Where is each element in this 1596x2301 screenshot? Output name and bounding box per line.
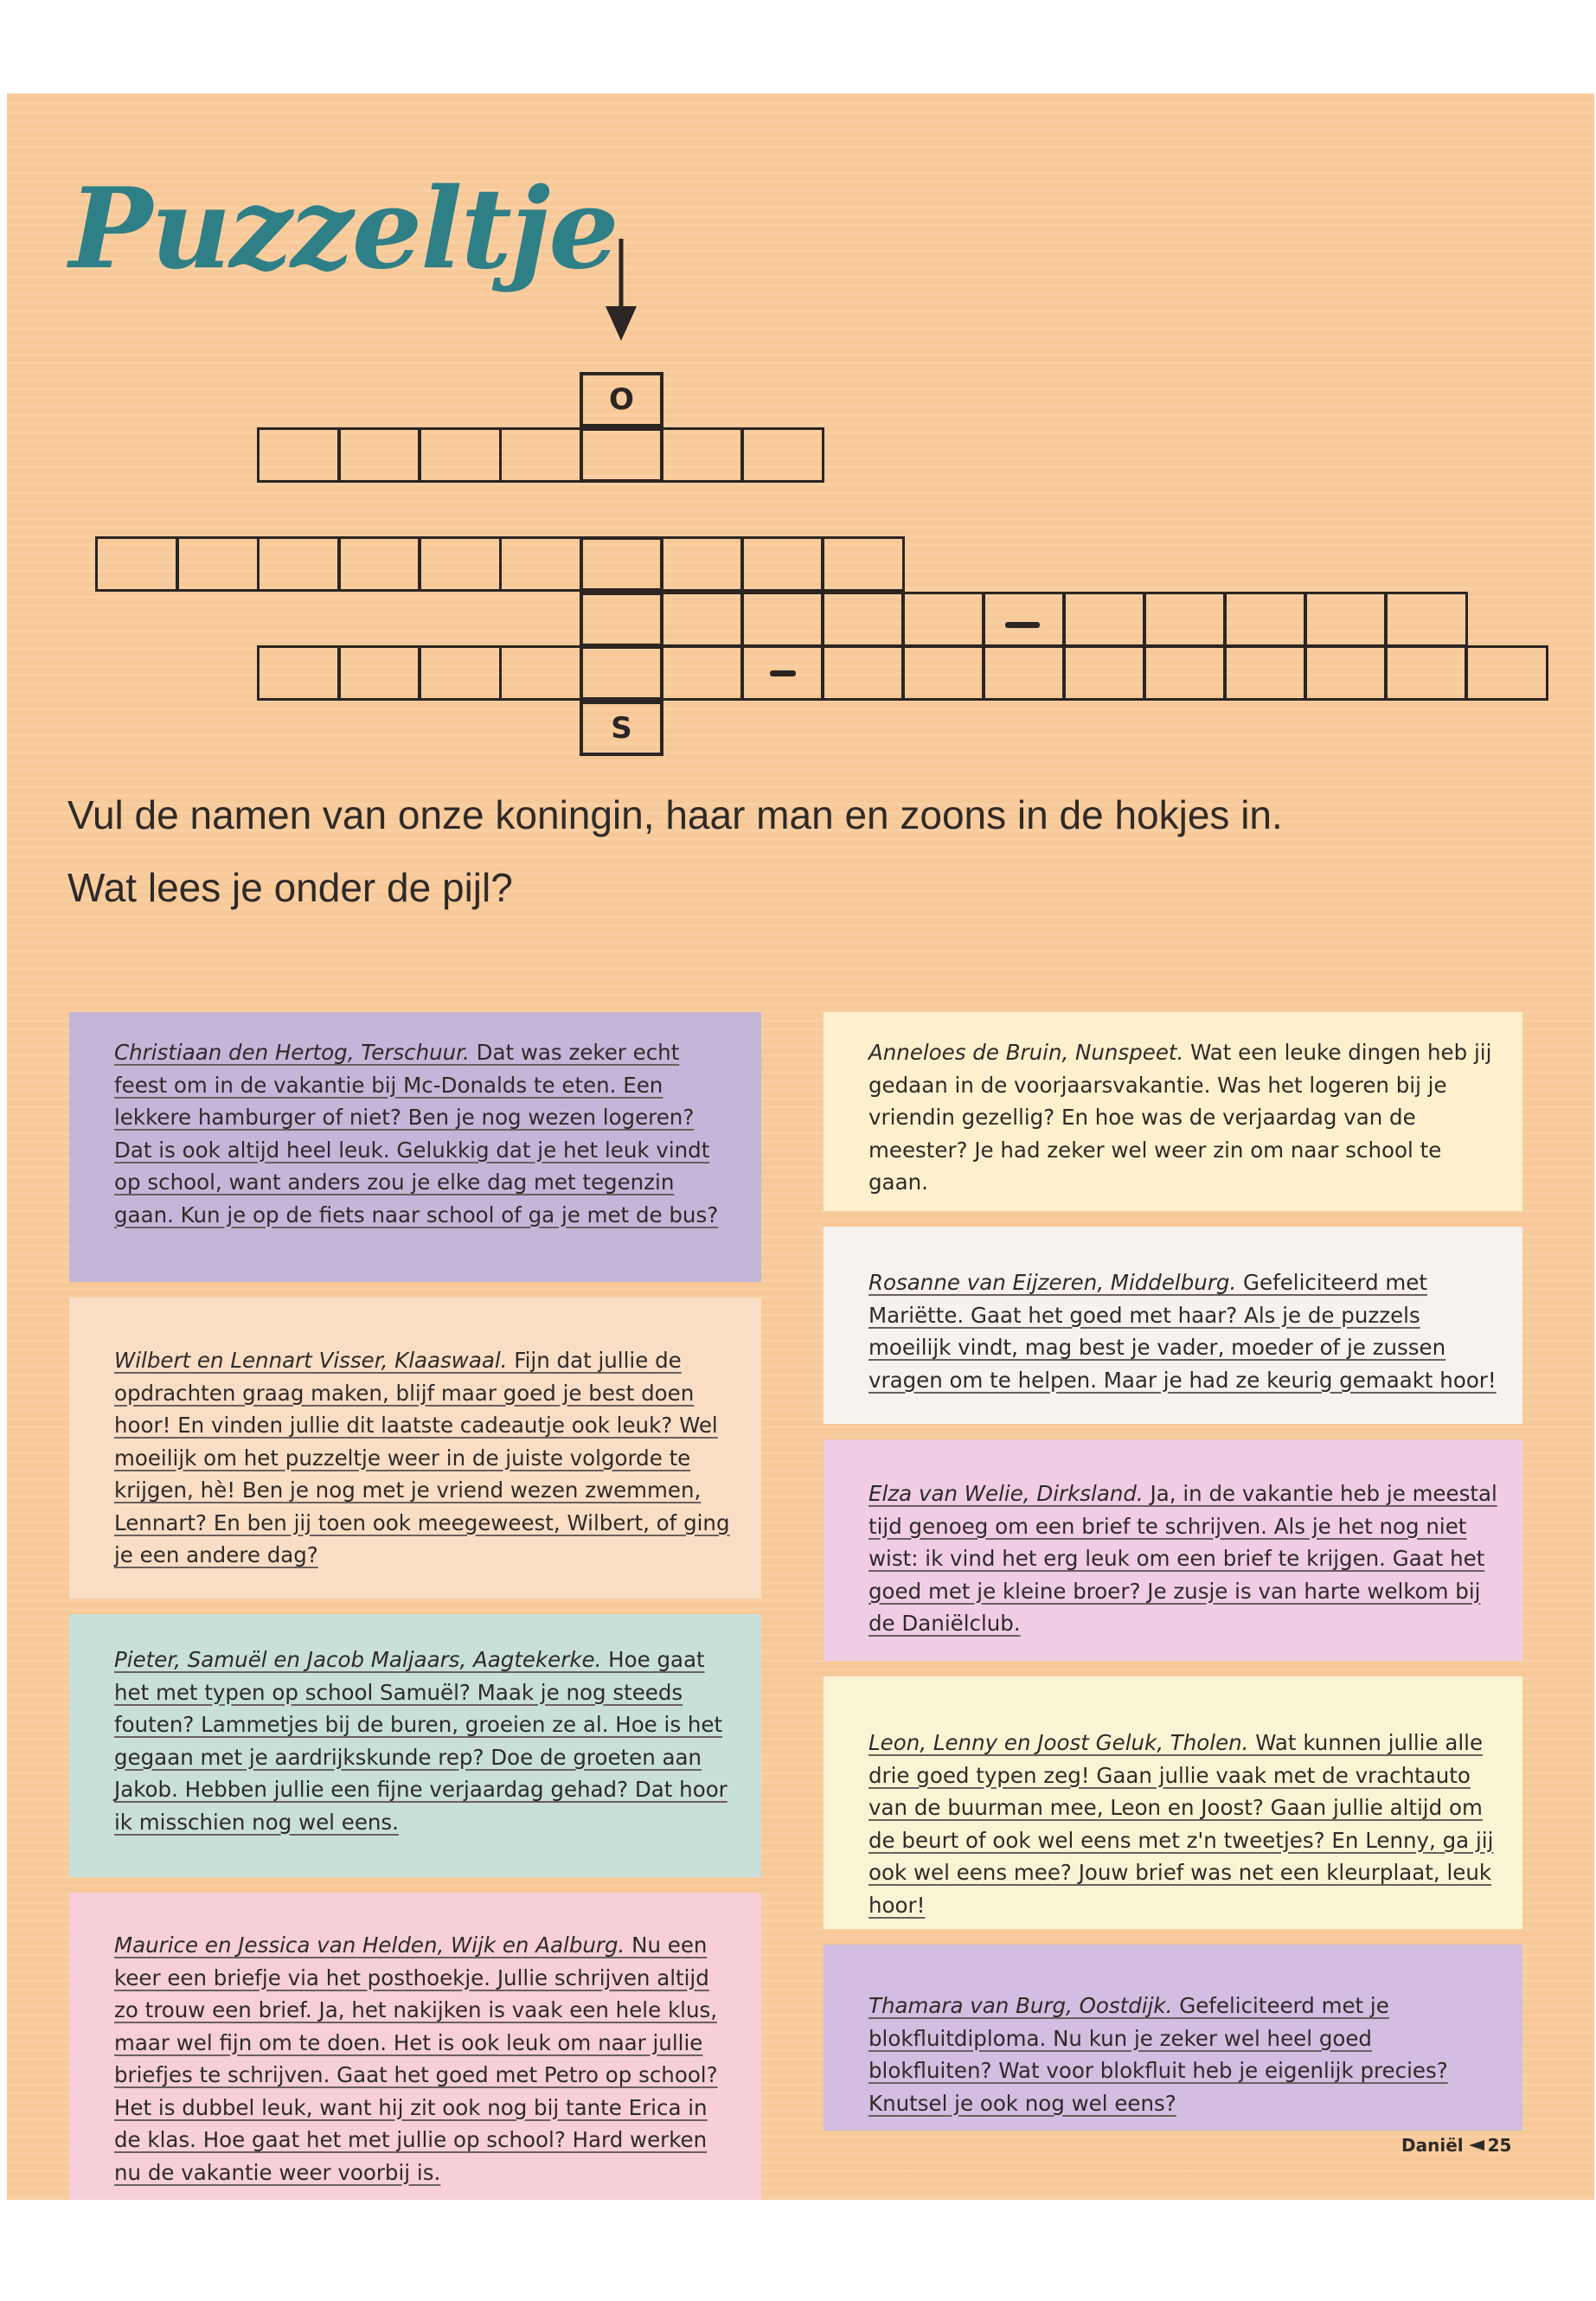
letter-author: Leon, Lenny en Joost Geluk, Tholen. (869, 1730, 1249, 1755)
down-arrow-icon (606, 239, 637, 343)
crossword-cell[interactable] (257, 427, 341, 483)
crossword-cell[interactable] (660, 645, 744, 701)
letter-text (869, 1464, 1498, 1640)
crossword-cell[interactable] (1223, 645, 1307, 701)
crossword-cell[interactable] (580, 701, 663, 756)
puzzle-instructions (67, 779, 1538, 924)
crossword-cell[interactable] (580, 372, 663, 427)
crossword-cell[interactable] (1465, 645, 1548, 701)
crossword-cell[interactable] (821, 536, 905, 592)
letter-author: Maurice en Jessica van Helden, Wijk en Aalburg. (114, 1932, 625, 1958)
letter-body: Ja, in de vakantie heb je meestal tijd genoeg om een brief te schrijven. Als je het nog niet wist: ik vind het erg leuk om een brief te krijgen. Gaat het goed met je kleine broer? Je zusje is van harte welkom bij de Daniëlclub. (869, 1481, 1497, 1636)
crossword-cell[interactable] (337, 536, 421, 592)
letter-text (114, 1638, 737, 1838)
letter-box (824, 1439, 1522, 1661)
crossword-cell[interactable] (740, 427, 824, 483)
letter-author: Thamara van Burg, Oostdijk. (869, 1993, 1173, 2018)
crossword-cell[interactable] (337, 645, 421, 701)
crossword-cell[interactable] (257, 536, 341, 592)
letter-author: Elza van Welie, Dirksland. (869, 1481, 1144, 1506)
crossword-cell[interactable] (499, 645, 583, 701)
crossword-cell[interactable] (257, 645, 341, 701)
crossword-cell[interactable] (418, 427, 502, 483)
given-letter-bottom: S (611, 711, 632, 746)
letter-box (69, 1012, 761, 1282)
letter-author: Rosanne van Eijzeren, Middelburg. (869, 1270, 1237, 1295)
letter-author: Wilbert en Lennart Visser, Klaaswaal. (114, 1348, 508, 1373)
page-footer (1401, 2135, 1511, 2156)
page-title: Puzzeltje (69, 164, 618, 294)
letter-body: Wat kunnen jullie alle drie goed typen zeg! Gaan jullie vaak met de vrachtauto van de buurman mee, Leon en Joost? Gaan jullie altijd om de beurt of ook wel eens met z'n tweetjes? En Lenny, ga jij ook wel eens mee? Jouw brief was net een kleurplaat, leuk hoor! (869, 1730, 1494, 1918)
letter-text (114, 1917, 737, 2189)
letter-text (869, 1969, 1498, 2119)
page-number: 25 (1487, 2135, 1512, 2156)
crossword-cell[interactable] (1384, 645, 1468, 701)
letter-box (824, 1227, 1522, 1424)
crossword-cell[interactable] (1062, 645, 1146, 701)
letter-text (114, 1036, 737, 1231)
crossword-cell[interactable] (1062, 592, 1146, 647)
crossword-cell[interactable] (1384, 592, 1468, 647)
crossword-cell[interactable] (1304, 645, 1388, 701)
crossword-cell[interactable] (418, 536, 502, 592)
crossword-cell[interactable] (418, 645, 502, 701)
letter-body: Hoe gaat het met typen op school Samuël? Maak je nog steeds fouten? Lammetjes bij de buren, groeien ze al. Hoe is het gegaan met je aardrijkskunde rep? Doe de groeten aan Jakob. Hebben jullie een fijne verjaardag gehad? Dat hoor ik misschien nog wel eens. (114, 1647, 727, 1835)
letter-body: Gefeliciteerd met je blokfluitdiploma. Nu kun je zeker wel heel goed blokfluiten? Wat voor blokfluit heb je eigenlijk precies? Knutsel je ook nog wel eens? (869, 1993, 1448, 2116)
letter-body: Fijn dat jullie de opdrachten graag maken, blijf maar goed je best doen hoor! En vinden jullie dit laatste cadeautje ook leuk? Wel moeilijk om het puzzeltje weer in de juiste volgorde te krijgen, hè! Ben je nog met je vriend wezen zwemmen, Lennart? En ben jij toen ook meegeweest, Wilbert, of ging je een andere dag? (114, 1348, 730, 1567)
letter-box (69, 1614, 761, 1877)
crossword-cell[interactable] (740, 645, 824, 701)
crossword-cell[interactable] (499, 427, 583, 483)
given-letter-top: O (609, 382, 634, 417)
letter-text (869, 1251, 1498, 1396)
letter-box (69, 1893, 761, 2200)
letter-body: Wat een leuke dingen heb jij gedaan in de voorjaarsvakantie. Was het logeren bij je vriendin gezellig? En hoe was de verjaardag van de meester? Je had zeker wel weer zin om naar school te gaan. (869, 1040, 1492, 1195)
letter-box (824, 1676, 1522, 1929)
crossword-cell[interactable] (337, 427, 421, 483)
crossword-cell[interactable] (660, 592, 744, 647)
crossword-cell[interactable] (901, 592, 985, 647)
crossword-cell[interactable] (660, 427, 744, 483)
letter-body: Dat was zeker echt feest om in de vakantie bij Mc-Donalds te eten. Een lekkere hamburger of niet? Ben je nog wezen logeren? Dat is ook altijd heel leuk. Gelukkig dat je het leuk vindt op school, want anders zou je elke dag met tegenzin gaan. Kun je op de fiets naar school of ga je met de bus? (114, 1040, 719, 1227)
letter-author: Pieter, Samuël en Jacob Maljaars, Aagtekerke. (114, 1647, 602, 1672)
crossword-cell[interactable] (580, 427, 663, 483)
crossword-cell[interactable] (982, 592, 1066, 647)
crossword-cell[interactable] (1143, 645, 1227, 701)
crossword-cell[interactable] (1223, 592, 1307, 647)
letter-box (824, 1012, 1522, 1211)
letter-text (869, 1701, 1498, 1921)
letter-body: Gefeliciteerd met Mariëtte. Gaat het goed met haar? Als je de puzzels moeilijk vindt, mag best je vader, moeder of je zussen vragen om te helpen. Maar je had ze keurig gemaakt hoor! (869, 1270, 1497, 1393)
crossword-cell[interactable] (580, 536, 663, 592)
crossword-cell[interactable] (821, 645, 905, 701)
crossword-cell[interactable] (1304, 592, 1388, 647)
crossword-cell[interactable] (176, 536, 260, 592)
crossword-cell[interactable] (901, 645, 985, 701)
letter-box (69, 1298, 761, 1599)
crossword-cell[interactable] (660, 536, 744, 592)
crossword-cell[interactable] (580, 592, 663, 647)
crossword-cell[interactable] (95, 536, 179, 592)
instruction-line: Wat lees je onder de pijl? (67, 865, 513, 910)
letter-text (114, 1322, 737, 1572)
crossword-cell[interactable] (740, 592, 824, 647)
crossword-cell[interactable] (580, 645, 663, 701)
crossword-cell[interactable] (499, 536, 583, 592)
triangle-icon (1469, 2140, 1484, 2150)
instruction-line: Vul de namen van onze koningin, haar man en zoons in de hokjes in. (67, 792, 1283, 837)
crossword-cell[interactable] (821, 592, 905, 647)
letter-author: Anneloes de Bruin, Nunspeet. (869, 1040, 1184, 1065)
crossword-cell[interactable] (1143, 592, 1227, 647)
letter-text (869, 1036, 1498, 1199)
letter-body: Nu een keer een briefje via het posthoekje. Jullie schrijven altijd zo trouw een brief. Ja, het nakijken is vaak een hele klus, maar wel fijn om te doen. Het is ook leuk om naar jullie briefjes te schrijven. Gaat het goed met Petro op school? Het is dubbel leuk, want hij zit ook nog bij tante Erica in de klas. Hoe gaat het met jullie op school? Hard werken nu de vakantie weer voorbij is. (114, 1932, 718, 2185)
letter-box (824, 1945, 1522, 2131)
letter-author: Christiaan den Hertog, Terschuur. (114, 1040, 470, 1065)
crossword-cell[interactable] (740, 536, 824, 592)
crossword-cell[interactable] (982, 645, 1066, 701)
magazine-name: Daniël (1401, 2135, 1464, 2156)
